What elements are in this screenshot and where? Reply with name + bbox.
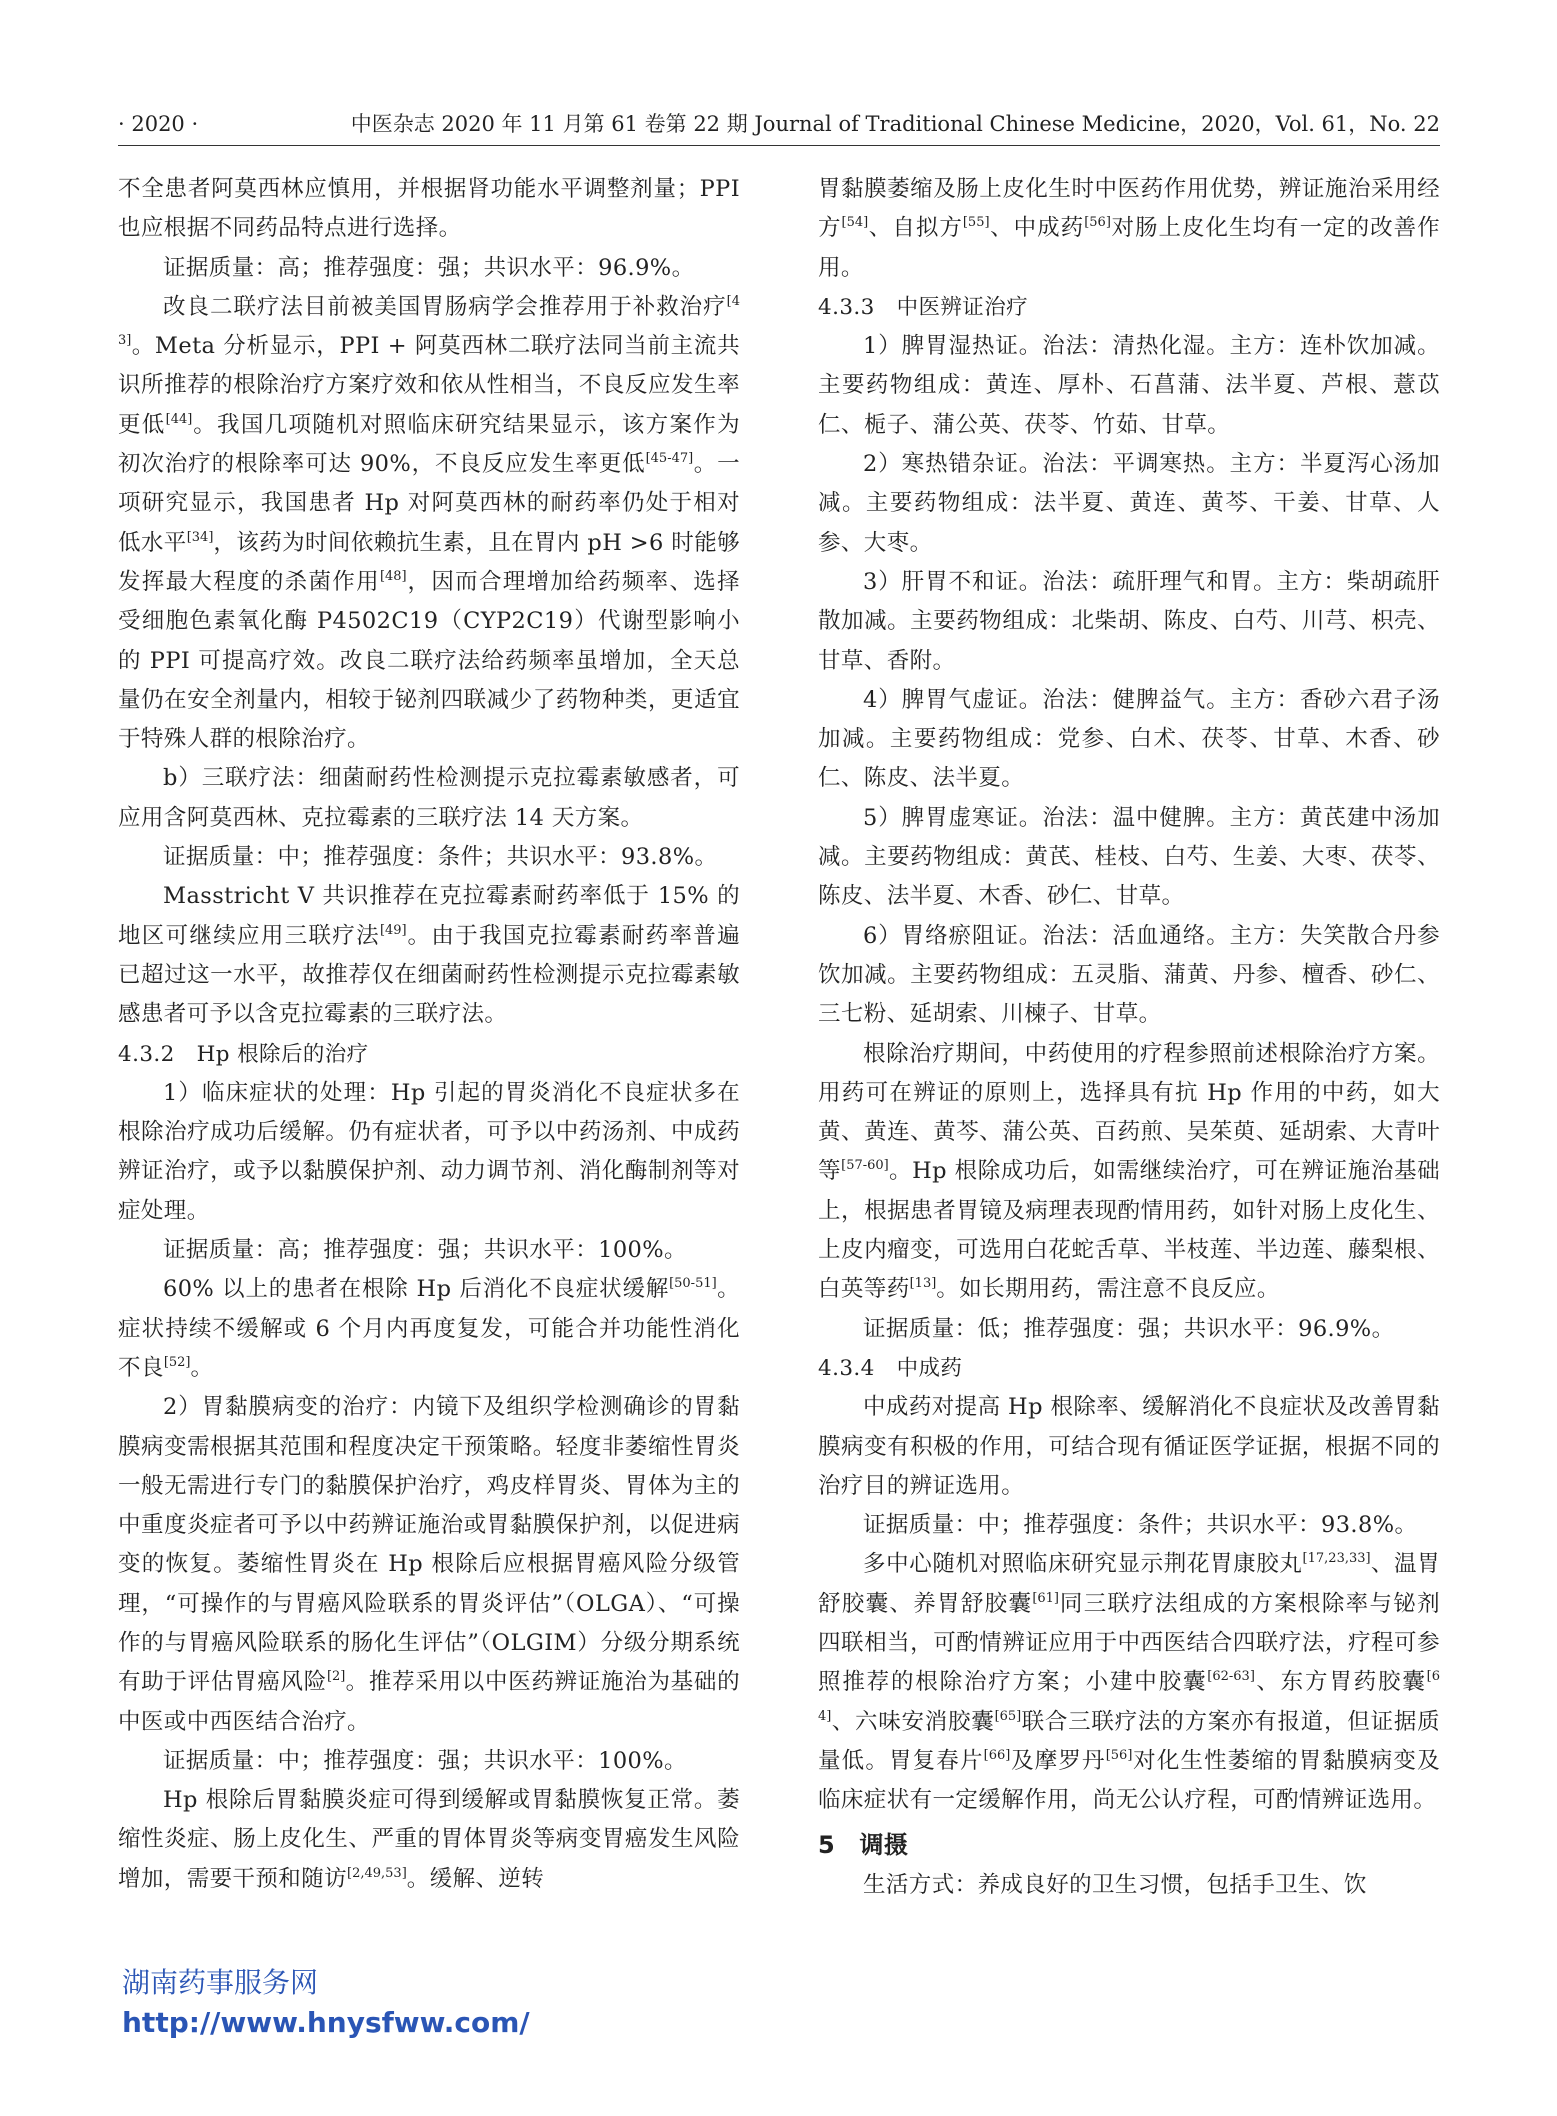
citation[interactable]: [61] <box>1032 1590 1059 1606</box>
evidence-statement: 证据质量：高；推荐强度：强；共识水平：100%。 <box>163 1237 687 1264</box>
paragraph: b）三联疗法：细菌耐药性检测提示克拉霉素敏感者，可应用含阿莫西林、克拉霉素的三联疗法 14 天方案。 <box>118 765 740 831</box>
left-column <box>118 170 740 1899</box>
paragraph: 生活方式：养成良好的卫生习惯，包括手卫生、饮 <box>863 1871 1367 1898</box>
citation[interactable]: [45-47] <box>645 451 694 467</box>
citation[interactable]: [62-63] <box>1207 1669 1255 1685</box>
paragraph: 不全患者阿莫西林应慎用，并根据肾功能水平调整剂量；PPI 也应根据不同药品特点进行选择。 <box>118 176 740 242</box>
paragraph: 改良二联疗法目前被美国胃肠病学会推荐用于补救治疗[43]。Meta 分析显示，PPI + 阿莫西林二联疗法同当前主流共识所推荐的根除治疗方案疗效和依从性相当，不良反应发生率更低[44]。我国几项随机对照临床研究结果显示，该方案作为初次治疗的根除率可达 90%，不良反应发生率更低[45-47]。一项研究显示，我国患者 Hp 对阿莫西林的耐药率仍处于相对低水平[34]，该药为时间依赖抗生素，且在胃内 pH >6 时能够发挥最大程度的杀菌作用[48]，因而合理增加给药频率、选择受细胞色素氧化酶 P4502C19（CYP2C19）代谢型影响小的 PPI 可提高疗效。改良二联疗法给药频率虽增加，全天总量仍在安全剂量内，相较于铋剂四联减少了药物种类，更适宜于特殊人群的根除治疗。 <box>118 293 740 753</box>
citation[interactable]: [56] <box>1105 1747 1133 1763</box>
citation[interactable]: [57-60] <box>841 1158 889 1174</box>
syndrome-paragraph: 1）脾胃湿热证。治法：清热化湿。主方：连朴饮加减。主要药物组成：黄连、厚朴、石菖蒲、法半夏、芦根、薏苡仁、栀子、蒲公英、茯苓、竹茹、甘草。 <box>818 333 1440 438</box>
citation[interactable]: [52] <box>163 1354 191 1370</box>
citation[interactable]: [43] <box>118 293 740 349</box>
paragraph: 1）临床症状的处理：Hp 引起的胃炎消化不良症状多在根除治疗成功后缓解。仍有症状者，可予以中药汤剂、中成药辨证治疗，或予以黏膜保护剂、动力调节剂、消化酶制剂等对症处理。 <box>118 1079 740 1224</box>
syndrome-paragraph: 6）胃络瘀阻证。治法：活血通络。主方：失笑散合丹参饮加减。主要药物组成：五灵脂、蒲黄、丹参、檀香、砂仁、三七粉、延胡索、川楝子、甘草。 <box>818 922 1440 1028</box>
citation[interactable]: [48] <box>379 568 407 584</box>
watermark-url[interactable]: http://www.hnysfww.com/ <box>122 2006 530 2039</box>
header-rule <box>118 145 1440 146</box>
page-number: · 2020 · <box>118 112 199 136</box>
right-column <box>818 170 1440 1905</box>
syndrome-paragraph: 2）寒热错杂证。治法：平调寒热。主方：半夏泻心汤加减。主要药物组成：法半夏、黄连、黄芩、干姜、甘草、人参、大枣。 <box>818 451 1440 556</box>
section-heading: 4.3.4 中成药 <box>818 1355 963 1381</box>
citation[interactable]: [55] <box>962 215 990 231</box>
paragraph: 多中心随机对照临床研究显示荆花胃康胶丸[17,23,33]、温胃舒胶囊、养胃舒胶囊[61]同三联疗法组成的方案根除率与铋剂四联相当，可酌情辨证应用于中西医结合四联疗法，疗程可参照推荐的根除治疗方案；小建中胶囊[62-63]、东方胃药胶囊[64]、六味安消胶囊[65]联合三联疗法的方案亦有报道，但证据质量低。胃复春片[66]及摩罗丹[56]对化生性萎缩的胃黏膜病变及临床症状有一定缓解作用，尚无公认疗程，可酌情辨证选用。 <box>818 1551 1440 1814</box>
section-heading: 4.3.3 中医辨证治疗 <box>818 294 1029 320</box>
watermark-name: 湖南药事服务网 <box>122 1966 319 1999</box>
citation[interactable]: [65] <box>994 1708 1022 1724</box>
citation[interactable]: [2,49,53] <box>347 1865 407 1881</box>
citation[interactable]: [13] <box>909 1276 937 1292</box>
paragraph: 中成药对提高 Hp 根除率、缓解消化不良症状及改善胃黏膜病变有积极的作用，可结合现有循证医学证据，根据不同的治疗目的辨证选用。 <box>818 1394 1440 1499</box>
citation[interactable]: [44] <box>165 411 193 427</box>
citation[interactable]: [56] <box>1084 215 1111 231</box>
citation[interactable]: [49] <box>379 922 407 938</box>
citation[interactable]: [50-51] <box>669 1276 717 1292</box>
paragraph: Masstricht V 共识推荐在克拉霉素耐药率低于 15% 的地区可继续应用三联疗法[49]。由于我国克拉霉素耐药率普遍已超过这一水平，故推荐仅在细菌耐药性检测提示克拉霉素敏感患者可予以含克拉霉素的三联疗法。 <box>118 883 740 1028</box>
paragraph: 胃黏膜萎缩及肠上皮化生时中医药作用优势，辨证施治采用经方[54]、自拟方[55]、中成药[56]对肠上皮化生均有一定的改善作用。 <box>818 176 1441 281</box>
evidence-statement: 证据质量：中；推荐强度：强；共识水平：100%。 <box>163 1747 687 1774</box>
journal-citation: 中医杂志 2020 年 11 月第 61 卷第 22 期 Journal of Traditional Chinese Medicine，2020，Vol. 61，No. 22 <box>350 112 1440 136</box>
paragraph: 60% 以上的患者在根除 Hp 后消化不良症状缓解[50-51]。症状持续不缓解或 6 个月内再度复发，可能合并功能性消化不良[52]。 <box>118 1276 740 1381</box>
citation[interactable]: [66] <box>983 1747 1011 1763</box>
chapter-heading: 5 调摄 <box>818 1831 909 1860</box>
citation[interactable]: [2] <box>326 1669 346 1685</box>
paragraph: 根除治疗期间，中药使用的疗程参照前述根除治疗方案。用药可在辨证的原则上，选择具有抗 Hp 作用的中药，如大黄、黄连、黄芩、蒲公英、百药煎、吴茱萸、延胡索、大青叶等[57-60]。Hp 根除成功后，如需继续治疗，可在辨证施治基础上，根据患者胃镜及病理表现酌情用药，如针对肠上皮化生、上皮内瘤变，可选用白花蛇舌草、半枝莲、半边莲、藤梨根、白英等药[13]。如长期用药，需注意不良反应。 <box>818 1040 1440 1303</box>
evidence-statement: 证据质量：中；推荐强度：条件；共识水平：93.8%。 <box>163 844 718 871</box>
section-heading: 4.3.2 Hp 根除后的治疗 <box>118 1041 369 1067</box>
citation[interactable]: [17,23,33] <box>1302 1551 1371 1567</box>
evidence-statement: 证据质量：高；推荐强度：强；共识水平：96.9%。 <box>163 254 695 281</box>
citation[interactable]: [64] <box>818 1669 1440 1724</box>
watermark <box>122 1963 682 2043</box>
evidence-statement: 证据质量：低；推荐强度：强；共识水平：96.9%。 <box>863 1315 1395 1342</box>
paragraph: Hp 根除后胃黏膜炎症可得到缓解或胃黏膜恢复正常。萎缩性炎症、肠上皮化生、严重的胃体胃炎等病变胃癌发生风险增加，需要干预和随访[2,49,53]。缓解、逆转 <box>118 1787 740 1892</box>
syndrome-paragraph: 5）脾胃虚寒证。治法：温中健脾。主方：黄芪建中汤加减。主要药物组成：黄芪、桂枝、白芍、生姜、大枣、茯苓、陈皮、法半夏、木香、砂仁、甘草。 <box>818 804 1440 910</box>
citation[interactable]: [54] <box>841 215 869 231</box>
running-header <box>118 104 1440 144</box>
evidence-statement: 证据质量：中；推荐强度：条件；共识水平：93.8%。 <box>863 1512 1418 1539</box>
syndrome-paragraph: 3）肝胃不和证。治法：疏肝理气和胃。主方：柴胡疏肝散加减。主要药物组成：北柴胡、陈皮、白芍、川芎、枳壳、甘草、香附。 <box>818 568 1440 674</box>
syndrome-paragraph: 4）脾胃气虚证。治法：健脾益气。主方：香砂六君子汤加减。主要药物组成：党参、白术、茯苓、甘草、木香、砂仁、陈皮、法半夏。 <box>818 686 1440 792</box>
citation[interactable]: [34] <box>186 529 214 545</box>
paragraph: 2）胃黏膜病变的治疗：内镜下及组织学检测确诊的胃黏膜病变需根据其范围和程度决定干预策略。轻度非萎缩性胃炎一般无需进行专门的黏膜保护治疗，鸡皮样胃炎、胃体为主的中重度炎症者可予以中药辨证施治或胃黏膜保护剂，以促进病变的恢复。萎缩性胃炎在 Hp 根除后应根据胃癌风险分级管理，“可操作的与胃癌风险联系的胃炎评估”（OLGA）、“可操作的与胃癌风险联系的肠化生评估”（OLGIM）分级分期系统有助于评估胃癌风险[2]。推荐采用以中医药辨证施治为基础的中医或中西医结合治疗。 <box>118 1394 740 1735</box>
